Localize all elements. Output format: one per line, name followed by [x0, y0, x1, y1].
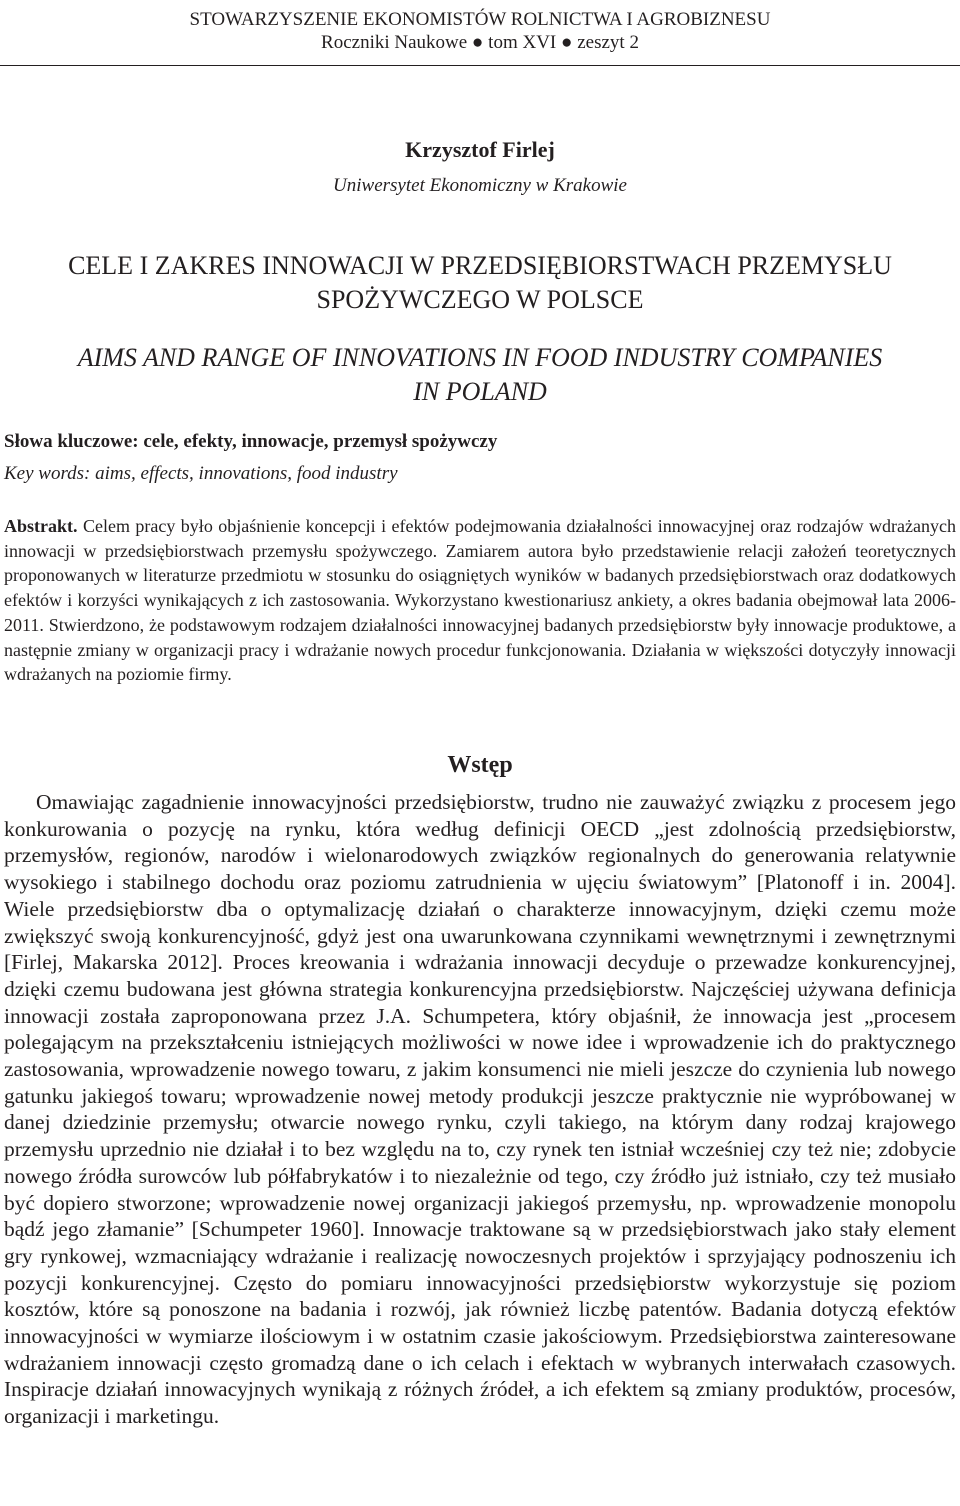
author-name: Krzysztof Firlej: [405, 137, 555, 162]
title-polish: [0, 249, 960, 317]
header-divider: [0, 65, 960, 66]
introduction-body: [4, 789, 956, 1430]
journal-series: Roczniki Naukowe ● tom XVI ● zeszyt 2: [321, 32, 639, 53]
title-english: [0, 341, 960, 409]
title-english-line1: AIMS AND RANGE OF INNOVATIONS IN FOOD INDUSTRY COMPANIES: [77, 343, 883, 372]
journal-header: [0, 8, 960, 54]
abstract: [4, 514, 956, 687]
title-polish-line2: SPOŻYWCZEGO W POLSCE: [316, 285, 644, 314]
abstract-label: Abstrakt.: [4, 516, 78, 536]
association-name: STOWARZYSZENIE EKONOMISTÓW ROLNICTWA I AGROBIZNESU: [189, 9, 771, 30]
title-english-line2: IN POLAND: [413, 377, 547, 406]
introduction-paragraph: Omawiając zagadnienie innowacyjności przedsiębiorstw, trudno nie zauważyć związku z procesem jego konkurowania o pozycję na rynku, która według definicji OECD „jest zdolnością przedsiębiorstw, przemysłów, regionów, narodów i wielonarodowych związków regionalnych do generowania relatywnie wysokiego i stabilnego dochodu oraz poziomu zatrudnienia w ujęciu światowym” [Platonoff i in. 2004]. Wiele przedsiębiorstw dba o optymalizację działań o charakterze innowacyjnym, dzięki czemu może zwiększyć swoją konkurencyjność, gdyż jest ona uwarunkowana czynnikami wewnętrznymi i zewnętrznymi [Firlej, Makarska 2012]. Proces kreowania i wdrażania innowacji decyduje o przewadze konkurencyjnej, dzięki czemu budowana jest główna strategia konkurencyjna przedsiębiorstw. Najczęściej używana definicja innowacji została zaproponowana przez J.A. Schumpetera, który objaśnił, że innowacja jest „procesem polegającym na przekształceniu istniejących możliwości w nowe idee i wprowadzenie ich do praktycznego zastosowania, wprowadzenie nowego towaru, z jakim konsumenci nie mieli jeszcze do czynienia lub nowego gatunku jakiegoś towaru; wprowadzenie nowej metody produkcji jeszcze praktycznie nie wypróbowanej w danej dziedzinie przemysłu; otwarcie nowego rynku, czyli takiego, na którym dany rodzaj krajowego przemysłu uprzednio nie działał i to bez względu na to, czy rynek ten istniał wcześniej czy też nie; zdobycie nowego źródła surowców lub półfabrykatów i to niezależnie od tego, czy źródło już istniało, czy też musiało być dopiero stworzone; wprowadzenie nowej organizacji jakiegoś przemysłu, np. wprowadzenie monopolu bądź jego złamanie” [Schumpeter 1960]. Innowacje traktowane są w przedsiębiorstwach jako stały element gry rynkowej, wzmacniający wdrażanie i realizację nowoczesnych projektów i sprzyjający podnoszeniu ich pozycji konkurencyjnej. Często do pomiaru innowacyjności przedsiębiorstw wykorzystuje się poziom kosztów, które są ponoszone na badania i rozwój, jak również liczbę patentów. Badania dotyczą efektów innowacyjności w wymiarze ilościowym i w ostatnim czasie jakościowym. Przedsiębiorstwa zainteresowane wdrażaniem innowacji często gromadzą dane o ich celach i efektach w wybranych interwałach czasowych. Inspiracje działań innowacyjnych wynikają z różnych źródeł, a ich efektem są zmiany produktów, procesów, organizacji i marketingu.: [4, 790, 956, 1429]
author-affiliation: Uniwersytet Ekonomiczny w Krakowie: [333, 175, 627, 196]
title-polish-line1: CELE I ZAKRES INNOWACJI W PRZEDSIĘBIORSTWACH PRZEMYSŁU: [68, 251, 892, 280]
keywords-polish: Słowa kluczowe: cele, efekty, innowacje, przemysł spożywczy: [4, 431, 498, 452]
keywords-english: Key words: aims, effects, innovations, food industry: [4, 463, 398, 484]
section-heading-introduction: Wstęp: [447, 752, 513, 778]
abstract-text: Celem pracy było objaśnienie koncepcji i efektów podejmowania działalności innowacyjnej oraz rodzajów wdrażanych innowacji w przedsiębiorstwach przemysłu spożywczego. Zamiarem autora było przedstawienie relacji założeń teoretycznych proponowanych w literaturze przedmiotu w stosunku do osiągniętych wyników w badanych przedsiębiorstwach oraz dodatkowych efektów i korzyści wynikających z ich zastosowania. Wykorzystano kwestionariusz ankiety, a okres badania obejmował lata 2006-2011. Stwierdzono, że podstawowym rodzajem działalności innowacyjnej badanych przedsiębiorstw były innowacje produktowe, a następnie zmiany w organizacji pracy i wdrażanie nowych procedur funkcjonowania. Działania w większości dotyczyły innowacji wdrażanych na poziomie firmy.: [4, 516, 956, 685]
